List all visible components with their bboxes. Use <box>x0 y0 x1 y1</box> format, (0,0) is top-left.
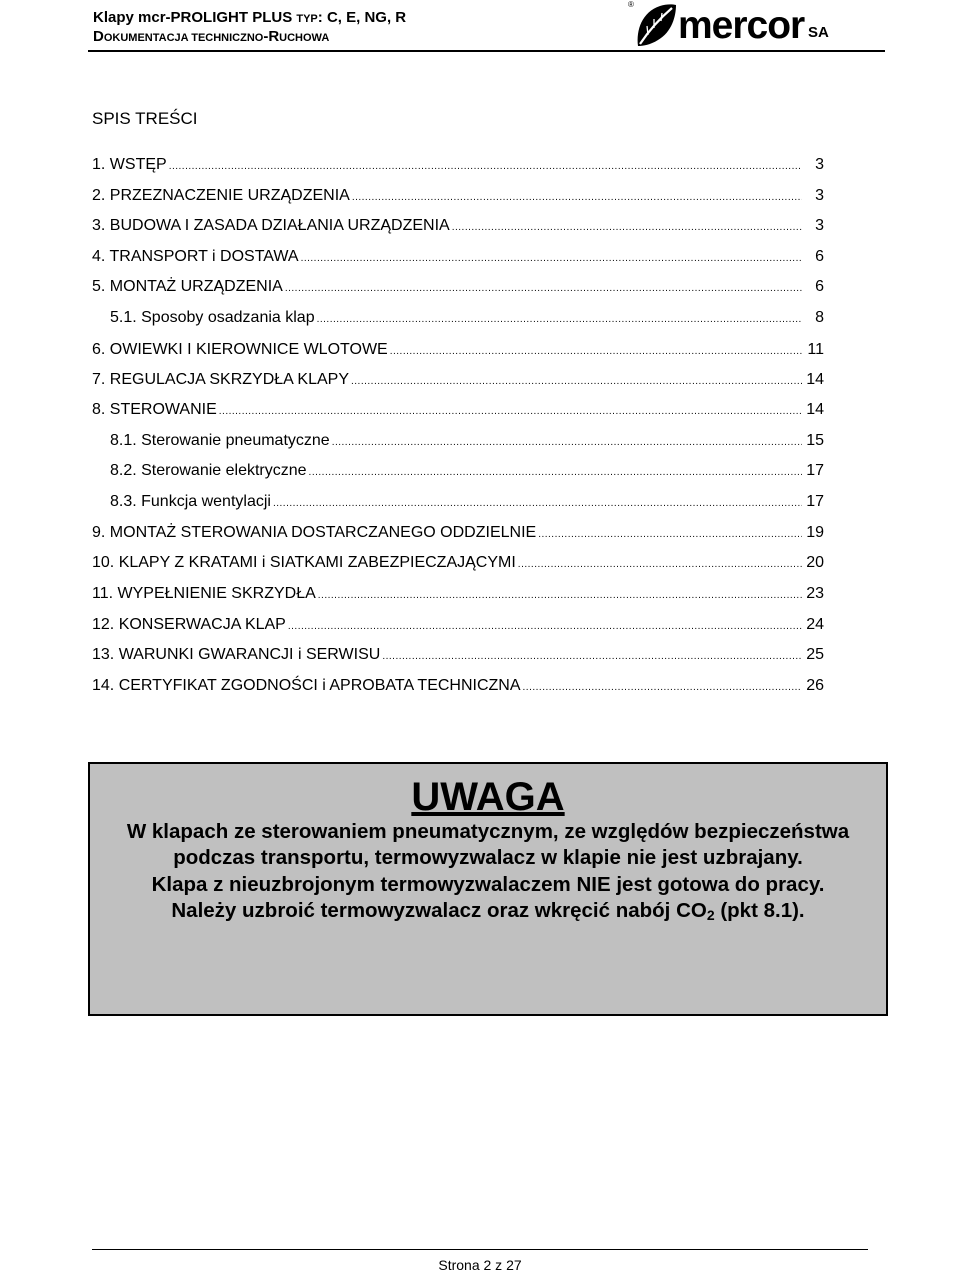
toc-entry-page: 14 <box>806 401 824 418</box>
toc-entry-page: 11 <box>807 341 824 358</box>
toc-entry[interactable] <box>92 247 824 267</box>
toc-leader-dots <box>332 433 802 453</box>
warning-line <box>100 898 876 928</box>
warning-text <box>100 819 876 928</box>
toc-entry[interactable] <box>92 155 824 175</box>
toc-entry-page: 3 <box>815 217 824 234</box>
toc-entry-page: 26 <box>806 677 824 694</box>
leaf-logo-icon <box>634 2 678 48</box>
warning-box <box>88 762 888 1016</box>
toc-entry[interactable] <box>92 186 824 206</box>
toc-entry[interactable] <box>110 492 824 512</box>
toc-entry-label: 12. KONSERWACJA KLAP <box>92 616 286 633</box>
toc-entry-page: 20 <box>806 554 824 571</box>
toc-heading: SPIS TREŚCI <box>92 109 198 128</box>
subtitle-part: -R <box>263 28 280 45</box>
title-main: Klapy mcr-PROLIGHT PLUS <box>93 9 297 26</box>
toc-entry[interactable] <box>92 340 824 360</box>
mercor-logo <box>628 0 888 50</box>
toc-entry[interactable] <box>92 277 824 297</box>
toc-entry-page: 23 <box>806 585 824 602</box>
toc-entry-label: 14. CERTYFIKAT ZGODNOŚCI i APROBATA TECHNICZNA <box>92 677 521 694</box>
toc-leader-dots <box>318 586 802 606</box>
toc-entry[interactable] <box>92 553 824 573</box>
toc-leader-dots <box>219 402 802 422</box>
subtitle-part: OKUMENTACJA TECHNICZNO <box>103 32 264 44</box>
subscript: 2 <box>706 906 715 923</box>
toc-entry-page: 25 <box>806 646 824 663</box>
toc-entry-page: 6 <box>815 278 824 295</box>
toc-leader-dots <box>538 525 802 545</box>
toc-entry-page: 6 <box>815 248 824 265</box>
toc-entry-label: 10. KLAPY Z KRATAMI i SIATKAMI ZABEZPIECZAJĄCYMI <box>92 554 516 571</box>
brand-suffix: SA <box>808 24 829 41</box>
page-number: Strona 2 z 27 <box>438 1257 522 1273</box>
toc-entry-page: 17 <box>806 493 824 510</box>
toc-entry-label: 8.3. Funkcja wentylacji <box>110 493 271 510</box>
toc-entry-label: 3. BUDOWA I ZASADA DZIAŁANIA URZĄDZENIA <box>92 217 450 234</box>
toc-entry-label: 9. MONTAŻ STEROWANIA DOSTARCZANEGO ODDZIELNIE <box>92 524 537 541</box>
document-title <box>93 9 406 28</box>
warning-line: W klapach ze sterowaniem pneumatycznym, ze względów bezpieczeństwa podczas transportu, termowyzwalacz w klapie nie jest uzbrajany. <box>126 820 850 870</box>
toc-entry[interactable] <box>92 523 824 543</box>
toc-entry-page: 15 <box>806 432 824 449</box>
toc-entry-label: 2. PRZEZNACZENIE URZĄDZENIA <box>92 187 350 204</box>
toc-entry-label: 8.2. Sterowanie elektryczne <box>110 462 307 479</box>
footer-divider <box>92 1249 868 1250</box>
warning-line: Klapa z nieuzbrojonym termowyzwalaczem NIE jest gotowa do pracy. <box>151 872 825 896</box>
toc-leader-dots <box>285 279 802 299</box>
toc-entry-label: 1. WSTĘP <box>92 156 167 173</box>
toc-leader-dots <box>352 188 802 208</box>
page-header <box>0 0 960 54</box>
toc-entry[interactable] <box>92 400 824 420</box>
warning-text-part: Należy uzbroić termowyzwalacz oraz wkręcić nabój CO <box>171 898 707 922</box>
toc-entry-page: 3 <box>815 156 824 173</box>
toc-entry-label: 6. OWIEWKI I KIEROWNICE WLOTOWE <box>92 341 388 358</box>
toc-entry-label: 8.1. Sterowanie pneumatyczne <box>110 432 330 449</box>
toc-entry-page: 19 <box>806 524 824 541</box>
toc-leader-dots <box>169 157 802 177</box>
toc-entry[interactable] <box>110 461 824 481</box>
toc-entry[interactable] <box>92 645 824 665</box>
subtitle-part: UCHOWA <box>279 32 330 44</box>
toc-leader-dots <box>317 310 802 330</box>
toc-entry-label: 7. REGULACJA SKRZYDŁA KLAPY <box>92 371 349 388</box>
toc-leader-dots <box>390 342 802 362</box>
toc-entry-label: 11. WYPEŁNIENIE SKRZYDŁA <box>92 585 316 602</box>
registered-mark: ® <box>628 0 634 9</box>
toc-leader-dots <box>452 218 802 238</box>
warning-title: UWAGA <box>411 775 565 819</box>
toc-entry[interactable] <box>110 431 824 451</box>
warning-text-part: (pkt 8.1). <box>714 898 805 922</box>
toc-entry[interactable] <box>92 584 824 604</box>
toc-leader-dots <box>273 494 802 514</box>
toc-entry-label: 5.1. Sposoby osadzania klap <box>110 309 315 326</box>
toc-leader-dots <box>301 249 802 269</box>
brand-name: mercor <box>678 4 805 47</box>
toc-leader-dots <box>288 617 802 637</box>
toc-leader-dots <box>351 372 802 392</box>
toc-entry-label: 8. STEROWANIE <box>92 401 217 418</box>
subtitle-part: D <box>93 28 104 45</box>
toc-entry[interactable] <box>110 308 824 328</box>
toc-entry-page: 24 <box>806 616 824 633</box>
toc-entry-label: 5. MONTAŻ URZĄDZENIA <box>92 278 283 295</box>
toc-entry[interactable] <box>92 370 824 390</box>
toc-entry-page: 14 <box>806 371 824 388</box>
toc-leader-dots <box>523 678 802 698</box>
toc-leader-dots <box>382 647 802 667</box>
toc-leader-dots <box>309 463 802 483</box>
toc-entry-page: 3 <box>815 187 824 204</box>
toc-entry-page: 17 <box>806 462 824 479</box>
toc-entry[interactable] <box>92 615 824 635</box>
title-types: : C, E, NG, R <box>317 9 407 26</box>
title-typ: TYP <box>296 13 318 25</box>
toc-leader-dots <box>518 555 802 575</box>
toc-entry-label: 13. WARUNKI GWARANCJI i SERWISU <box>92 646 381 663</box>
toc-entry[interactable] <box>92 676 824 696</box>
toc-entry[interactable] <box>92 216 824 236</box>
toc-entry-label: 4. TRANSPORT i DOSTAWA <box>92 248 299 265</box>
document-subtitle <box>93 28 329 47</box>
toc-entry-page: 8 <box>815 309 824 326</box>
header-divider <box>88 50 885 52</box>
